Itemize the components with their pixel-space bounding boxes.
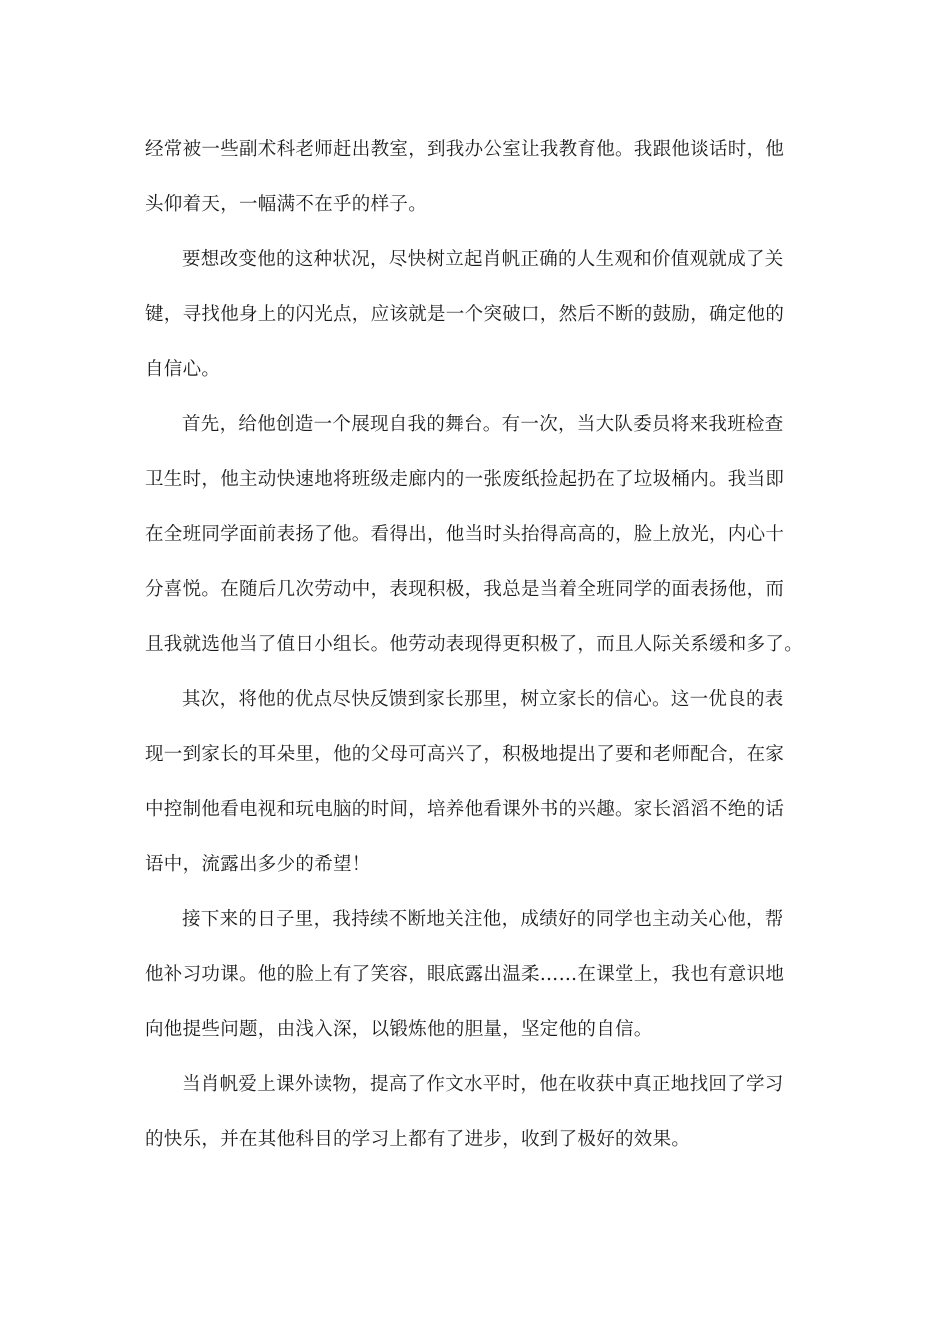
paragraph-line: 在全班同学面前表扬了他。看得出，他当时头抬得高高的，脸上放光，内心十 (145, 524, 785, 545)
document-body (145, 122, 805, 1167)
paragraph-5 (145, 892, 805, 1057)
paragraph-line: 现一到家长的耳朵里，他的父母可高兴了，积极地提出了要和老师配合，在家 (145, 744, 785, 765)
paragraph-line: 语中，流露出多少的希望！ (145, 854, 371, 875)
paragraph-line: 且我就选他当了值日小组长。他劳动表现得更积极了，而且人际关系缓和多了。 (145, 634, 804, 655)
paragraph-line: 其次，将他的优点尽快反馈到家长那里，树立家长的信心。这一优良的表 (182, 689, 784, 710)
paragraph-line: 分喜悦。在随后几次劳动中，表现积极，我总是当着全班同学的面表扬他，而 (145, 579, 785, 600)
paragraph-line: 卫生时，他主动快速地将班级走廊内的一张废纸捡起扔在了垃圾桶内。我当即 (145, 469, 785, 490)
paragraph-1 (145, 122, 805, 232)
paragraph-3 (145, 397, 805, 672)
paragraph-line: 自信心。 (145, 359, 221, 380)
paragraph-line: 要想改变他的这种状况，尽快树立起肖帆正确的人生观和价值观就成了关 (182, 249, 784, 270)
paragraph-line: 键，寻找他身上的闪光点，应该就是一个突破口，然后不断的鼓励，确定他的 (145, 304, 785, 325)
paragraph-line: 他补习功课。他的脸上有了笑容，眼底露出温柔……在课堂上，我也有意识地 (145, 964, 785, 985)
paragraph-line: 首先，给他创造一个展现自我的舞台。有一次，当大队委员将来我班检查 (182, 414, 784, 435)
paragraph-6 (145, 1057, 805, 1167)
paragraph-line: 当肖帆爱上课外读物，提高了作文水平时，他在收获中真正地找回了学习 (182, 1074, 784, 1095)
paragraph-line: 的快乐，并在其他科目的学习上都有了进步，收到了极好的效果。 (145, 1129, 691, 1150)
paragraph-4 (145, 672, 805, 892)
paragraph-line: 经常被一些副术科老师赶出教室，到我办公室让我教育他。我跟他谈话时，他 (145, 139, 785, 160)
paragraph-line: 中控制他看电视和玩电脑的时间，培养他看课外书的兴趣。家长滔滔不绝的话 (145, 799, 785, 820)
paragraph-2 (145, 232, 805, 397)
paragraph-line: 向他提些问题，由浅入深，以锻炼他的胆量，坚定他的自信。 (145, 1019, 653, 1040)
paragraph-line: 头仰着天，一幅满不在乎的样子。 (145, 194, 428, 215)
paragraph-line: 接下来的日子里，我持续不断地关注他，成绩好的同学也主动关心他，帮 (182, 909, 784, 930)
